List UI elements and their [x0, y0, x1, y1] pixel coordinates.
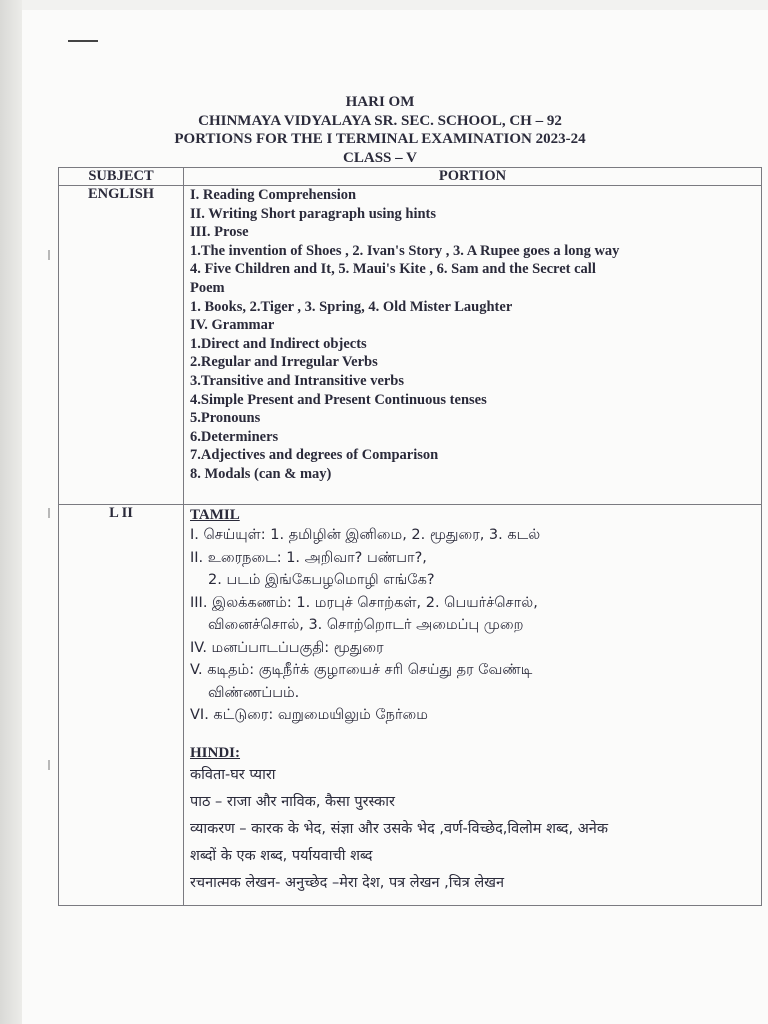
english-portion-cell [184, 186, 762, 505]
portion-line: 3.Transitive and Intransitive verbs [190, 372, 405, 389]
portion-line: விண்ணப்பம். [208, 684, 300, 701]
hindi-portion [190, 762, 755, 897]
portion-line: व्याकरण – कारक के भेद, संज्ञा और उसके भेद ,वर्ण-विच्छेद,विलोम शब्द, अनेक [190, 820, 608, 837]
portion-line: VI. கட்டுரை: வறுமையிலும் நேர்மை [190, 707, 428, 723]
portion-line: IV. Grammar [190, 317, 275, 334]
portion-line: 6.Determiners [190, 428, 279, 445]
table-header-row [59, 168, 762, 186]
portion-line: 2.Regular and Irregular Verbs [190, 354, 378, 371]
tamil-portion [190, 524, 755, 727]
portion-line: कविता-घर प्यारा [190, 766, 276, 783]
portion-line: III. Prose [190, 224, 249, 241]
subject-cell: ENGLISH [59, 186, 184, 505]
document-header [60, 93, 700, 167]
school-name: CHINMAYA VIDYALAYA SR. SEC. SCHOOL, CH – 92 [198, 112, 562, 129]
hindi-heading: HINDI: [190, 744, 241, 761]
portion-line: 4.Simple Present and Present Continuous tenses [190, 391, 487, 408]
table-row-english [59, 186, 762, 505]
portion-line: पाठ – राजा और नाविक, कैसा पुरस्कार [190, 793, 395, 810]
portion-line: வினைச்சொல், 3. சொற்றொடர் அமைப்பு முறை [208, 617, 524, 633]
pen-mark [68, 40, 98, 42]
class-label: CLASS – V [343, 149, 417, 166]
subject-column-header: SUBJECT [59, 168, 184, 186]
portion-line: II. Writing Short paragraph using hints [190, 205, 437, 222]
portion-line: I. Reading Comprehension [190, 187, 357, 203]
margin-mark [48, 760, 50, 770]
portion-line: 5.Pronouns [190, 410, 261, 427]
portion-line: 4. Five Children and It, 5. Maui's Kite , 6. Sam and the Secret call [190, 261, 596, 278]
portion-line: 1.Direct and Indirect objects [190, 335, 367, 352]
portion-line: 8. Modals (can & may) [190, 465, 332, 482]
margin-mark [48, 250, 50, 260]
exam-title: PORTIONS FOR THE I TERMINAL EXAMINATION 2023-24 [174, 131, 586, 147]
portion-line: IV. மனப்பாடப்பகுதி: மூதுரை [190, 639, 384, 656]
tamil-heading: TAMIL [190, 507, 240, 523]
header-blessing: HARI OM [345, 94, 415, 110]
portions-table [58, 167, 762, 906]
scan-edge-shadow [0, 0, 22, 1024]
portion-line: 7.Adjectives and degrees of Comparison [190, 447, 439, 464]
portion-line: शब्दों के एक शब्द, पर्यायवाची शब्द [190, 847, 373, 864]
portion-line: रचनात्मक लेखन- अनुच्छेद –मेरा देश, पत्र लेखन ,चित्र लेखन [190, 874, 505, 891]
table-row-second-language [59, 505, 762, 906]
portion-line: II. உரைநடை: 1. அறிவா? பண்பா?, [190, 549, 427, 566]
portion-line: Poem [190, 279, 225, 296]
portion-column-header: PORTION [184, 168, 762, 186]
portion-line: V. கடிதம்: குடிநீர்க் குழாயைச் சரி செய்து தர வேண்டி [190, 662, 533, 678]
portion-line: 1. Books, 2.Tiger , 3. Spring, 4. Old Mister Laughter [190, 298, 513, 315]
language-portion-cell [184, 505, 762, 906]
portion-line: I. செய்யுள்: 1. தமிழின் இனிமை, 2. மூதுரை, 3. கடல் [190, 527, 541, 543]
portion-line: 2. படம் இங்கேபழமொழி எங்கே? [208, 572, 435, 588]
portion-line: III. இலக்கணம்: 1. மரபுச் சொற்கள், 2. பெயர்ச்சொல், [190, 594, 538, 611]
portion-line: 1.The invention of Shoes , 2. Ivan's Story , 3. A Rupee goes a long way [190, 242, 620, 259]
margin-mark [48, 508, 50, 518]
subject-cell: L II [59, 505, 184, 906]
